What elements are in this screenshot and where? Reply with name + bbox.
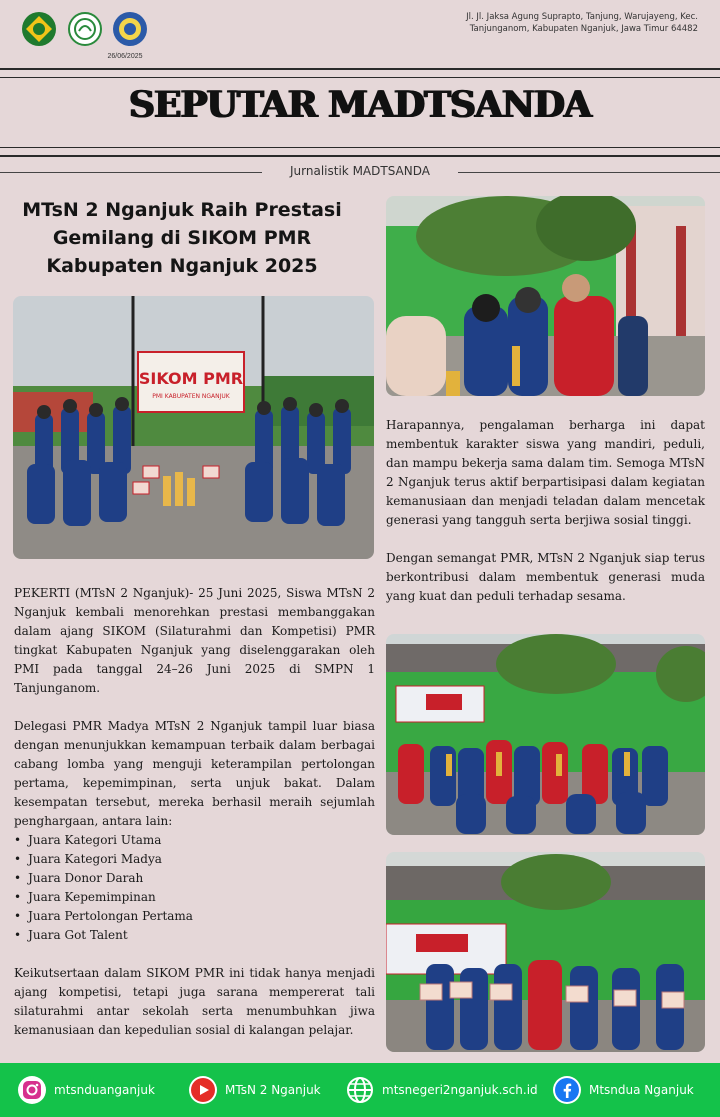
- youtube-channel: MTsN 2 Nganjuk: [225, 1083, 321, 1097]
- madrasah-logo: [68, 12, 102, 46]
- facebook-icon: [553, 1076, 581, 1104]
- paragraph-delegation: Delegasi PMR Madya MTsN 2 Nganjuk tampil luar biasa dengan menunjukkan kemampuan terbaik dalam berbagai cabang lomba yang menguji keterampilan pertolongan pertama, kepemimpinan, serta unjuk bakat. Dalam kesempatan tersebut, mereka berhasil meraih sejumlah penghargaan, antara lain:: [14, 719, 375, 828]
- kemenag-logo: [22, 12, 56, 46]
- school-emblem-logo: [113, 12, 147, 46]
- paragraph-hope: Harapannya, pengalaman berharga ini dapat membentuk karakter siswa yang mandiri, peduli, dan mampu bekerja sama dalam tim. Semoga MTsN 2 Nganjuk terus aktif berpartisipasi dalam kegiatan kemanusiaan dan menjadi teladan dalam mencetak generasi yang tangguh serta berjiwa sosial tinggi.: [386, 418, 705, 527]
- header-rule-bottom-thin: [0, 147, 720, 148]
- award-item: • Juara Kategori Utama: [14, 831, 375, 850]
- website-url: mtsnegeri2nganjuk.sch.id: [382, 1083, 538, 1097]
- awards-list: [14, 831, 375, 945]
- award-item: • Juara Kepemimpinan: [14, 888, 375, 907]
- award-item: • Juara Pertolongan Pertama: [14, 907, 375, 926]
- header-rule-top-thin: [0, 77, 720, 78]
- school-address: Jl. Jl. Jaksa Agung Suprapto, Tanjung, Warujayeng, Kec. Tanjunganom, Kabupaten Nganjuk, Jawa Timur 64482: [466, 12, 698, 34]
- publish-date: 26/06/2025: [107, 53, 143, 60]
- footer-bar: [0, 1063, 720, 1117]
- youtube-icon: [189, 1076, 217, 1104]
- masthead-title: SEPUTAR MADTSANDA: [129, 84, 591, 126]
- group-photo: [13, 296, 374, 559]
- award-item: • Juara Got Talent: [14, 926, 375, 945]
- instagram-link[interactable]: [18, 1073, 155, 1107]
- paragraph-closing: Dengan semangat PMR, MTsN 2 Nganjuk siap terus berkontribusi dalam membentuk generasi muda yang kuat dan peduli terhadap sesama.: [386, 551, 705, 603]
- instagram-handle: mtsnduanganjuk: [54, 1083, 155, 1097]
- award-item: • Juara Donor Darah: [14, 869, 375, 888]
- website-link[interactable]: [346, 1073, 538, 1107]
- section-label: Jurnalistik MADTSANDA: [262, 164, 458, 178]
- certificate-group-photo: [386, 852, 705, 1052]
- globe-icon: [346, 1076, 374, 1104]
- paragraph-intro: PEKERTI (MTsN 2 Nganjuk)- 25 Juni 2025, Siswa MTsN 2 Nganjuk kembali menorehkan prestasi membanggakan dalam ajang SIKOM (Silaturahmi dan Kompetisi) PMR tingkat Kabupaten Nganjuk yang diselenggarakan oleh PMI pada tanggal 24–26 Juni 2025 di SMPN 1 Tanjunganom.: [14, 586, 375, 695]
- trophy-handover-photo: [386, 196, 705, 396]
- facebook-page: Mtsndua Nganjuk: [589, 1083, 694, 1097]
- youtube-link[interactable]: [189, 1073, 321, 1107]
- award-item: • Juara Kategori Madya: [14, 850, 375, 869]
- header-rule-bottom: [0, 155, 720, 157]
- facebook-link[interactable]: [553, 1073, 694, 1107]
- article-column-left: [14, 584, 375, 1040]
- instagram-icon: [18, 1076, 46, 1104]
- article-column-right: [386, 416, 705, 606]
- banner-title: SIKOM PMR: [138, 369, 244, 388]
- header-rule-top: [0, 68, 720, 70]
- paragraph-participation: Keikutsertaan dalam SIKOM PMR ini tidak hanya menjadi ajang kompetisi, tetapi juga sarana mempererat tali silaturahmi antar sekolah serta menumbuhkan jiwa kemanusiaan dan kepedulian sosial di kalangan pelajar.: [14, 966, 375, 1037]
- school-group-photo: [386, 634, 705, 835]
- article-headline: MTsN 2 Nganjuk Raih Prestasi Gemilang di SIKOM PMR Kabupaten Nganjuk 2025: [22, 199, 342, 277]
- banner-subtitle: PMI KABUPATEN NGANJUK: [152, 393, 230, 400]
